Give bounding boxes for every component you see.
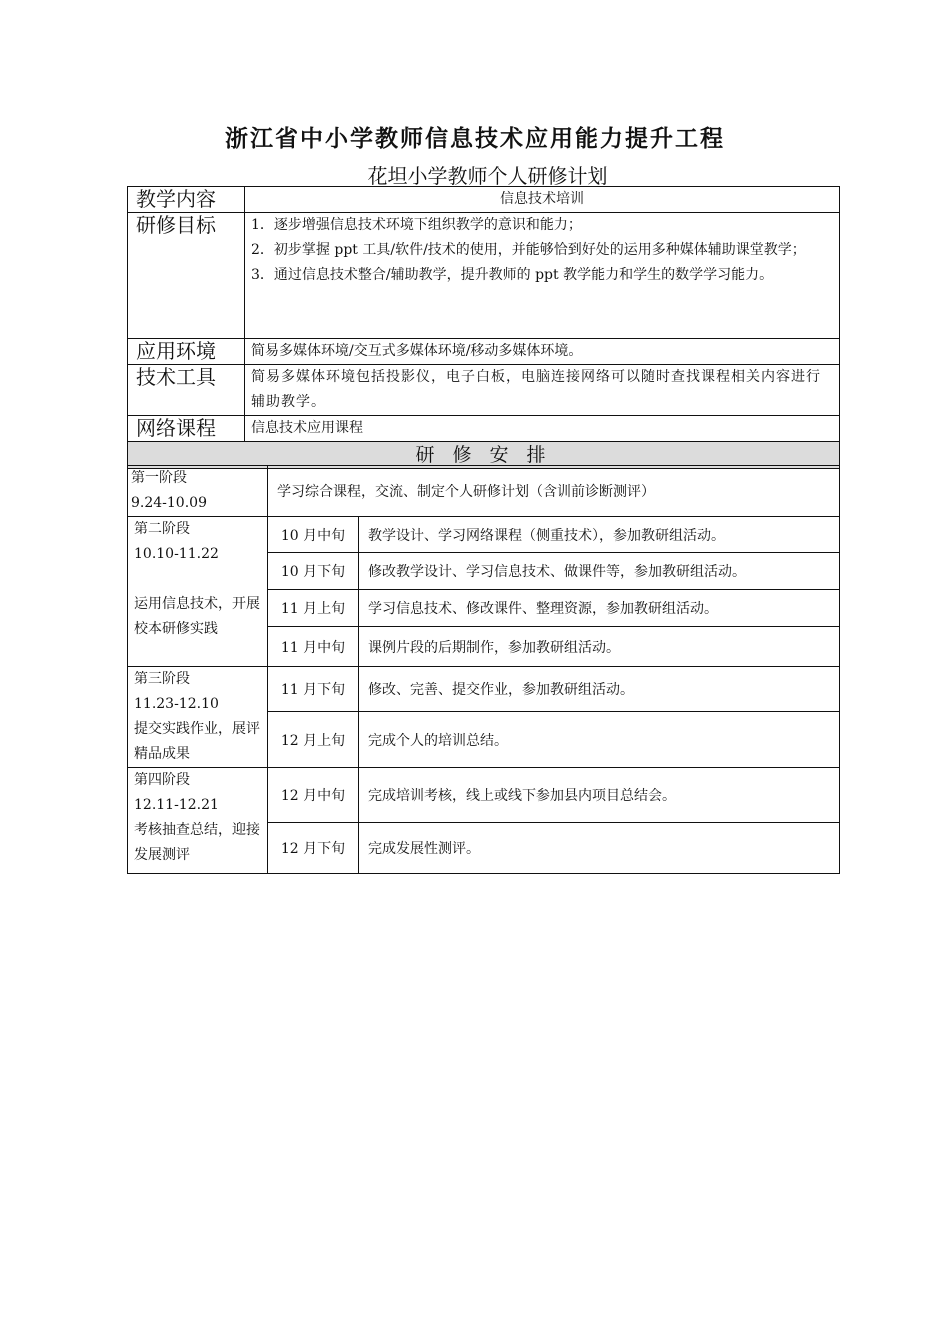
schedule-header: 研 修 安 排 [128,442,840,469]
document-subtitle: 花坦小学教师个人研修计划 [367,164,608,188]
info-table [127,186,840,469]
month-cell: 12 月下旬 [268,823,359,874]
goal-item: 3．通过信息技术整合/辅助教学，提升教师的 ppt 教学能力和学生的数学学习能力。 [251,267,774,283]
activity-cell: 完成个人的培训总结。 [359,712,840,768]
env-value: 简易多媒体环境/交互式多媒体环境/移动多媒体环境。 [245,339,840,365]
activity-cell: 修改教学设计、学习信息技术、做课件等，参加教研组活动。 [359,553,840,590]
goal-item: 2．初步掌握 ppt 工具/软件/技术的使用，并能够恰到好处的运用多种媒体辅助课堂教学； [251,242,806,258]
month-cell: 11 月下旬 [268,667,359,712]
activity-cell: 课例片段的后期制作，参加教研组活动。 [359,627,840,667]
stage-description: 运用信息技术，开展校本研修实践 [134,596,260,637]
stage-dates: 11.23-12.10 [134,696,219,712]
stage-name: 第三阶段 [134,671,190,687]
activity-cell: 完成发展性测评。 [359,823,840,874]
month-cell: 11 月上旬 [268,590,359,627]
stage-3-cell [128,667,268,768]
stage-name: 第一阶段 [131,470,187,486]
stage-1-activity: 学习综合课程，交流、制定个人研修计划（含训前诊断测评） [268,466,840,517]
activity-cell: 教学设计、学习网络课程（侧重技术），参加教研组活动。 [359,517,840,553]
stage-description: 考核抽查总结，迎接发展测评 [134,822,260,863]
month-cell: 12 月上旬 [268,712,359,768]
stage-dates: 9.24-10.09 [131,495,207,511]
stage-description: 提交实践作业，展评精品成果 [134,721,260,762]
document-title: 浙江省中小学教师信息技术应用能力提升工程 [225,125,725,152]
goal-list [245,213,840,339]
goal-label: 研修目标 [128,213,245,339]
stage-name: 第二阶段 [134,521,190,537]
course-label: 网络课程 [128,416,245,442]
activity-cell: 完成培训考核，线上或线下参加县内项目总结会。 [359,768,840,823]
goal-item: 1．逐步增强信息技术环境下组织教学的意识和能力； [251,217,582,233]
tool-label: 技术工具 [128,365,245,416]
month-cell: 10 月下旬 [268,553,359,590]
month-cell: 10 月中旬 [268,517,359,553]
content-label: 教学内容 [128,187,245,213]
stage-name: 第四阶段 [134,772,190,788]
content-value: 信息技术培训 [245,187,840,213]
stage-1-cell [128,466,268,517]
activity-cell: 修改、完善、提交作业，参加教研组活动。 [359,667,840,712]
stage-dates: 10.10-11.22 [134,546,219,562]
stage-dates: 12.11-12.21 [134,797,219,813]
stage-2-cell [128,517,268,667]
env-label: 应用环境 [128,339,245,365]
tool-value: 简易多媒体环境包括投影仪，电子白板，电脑连接网络可以随时查找课程相关内容进行辅助教学。 [245,365,840,416]
month-cell: 12 月中旬 [268,768,359,823]
stage-4-cell [128,768,268,874]
schedule-table [127,465,840,874]
month-cell: 11 月中旬 [268,627,359,667]
course-value: 信息技术应用课程 [245,416,840,442]
activity-cell: 学习信息技术、修改课件、整理资源，参加教研组活动。 [359,590,840,627]
